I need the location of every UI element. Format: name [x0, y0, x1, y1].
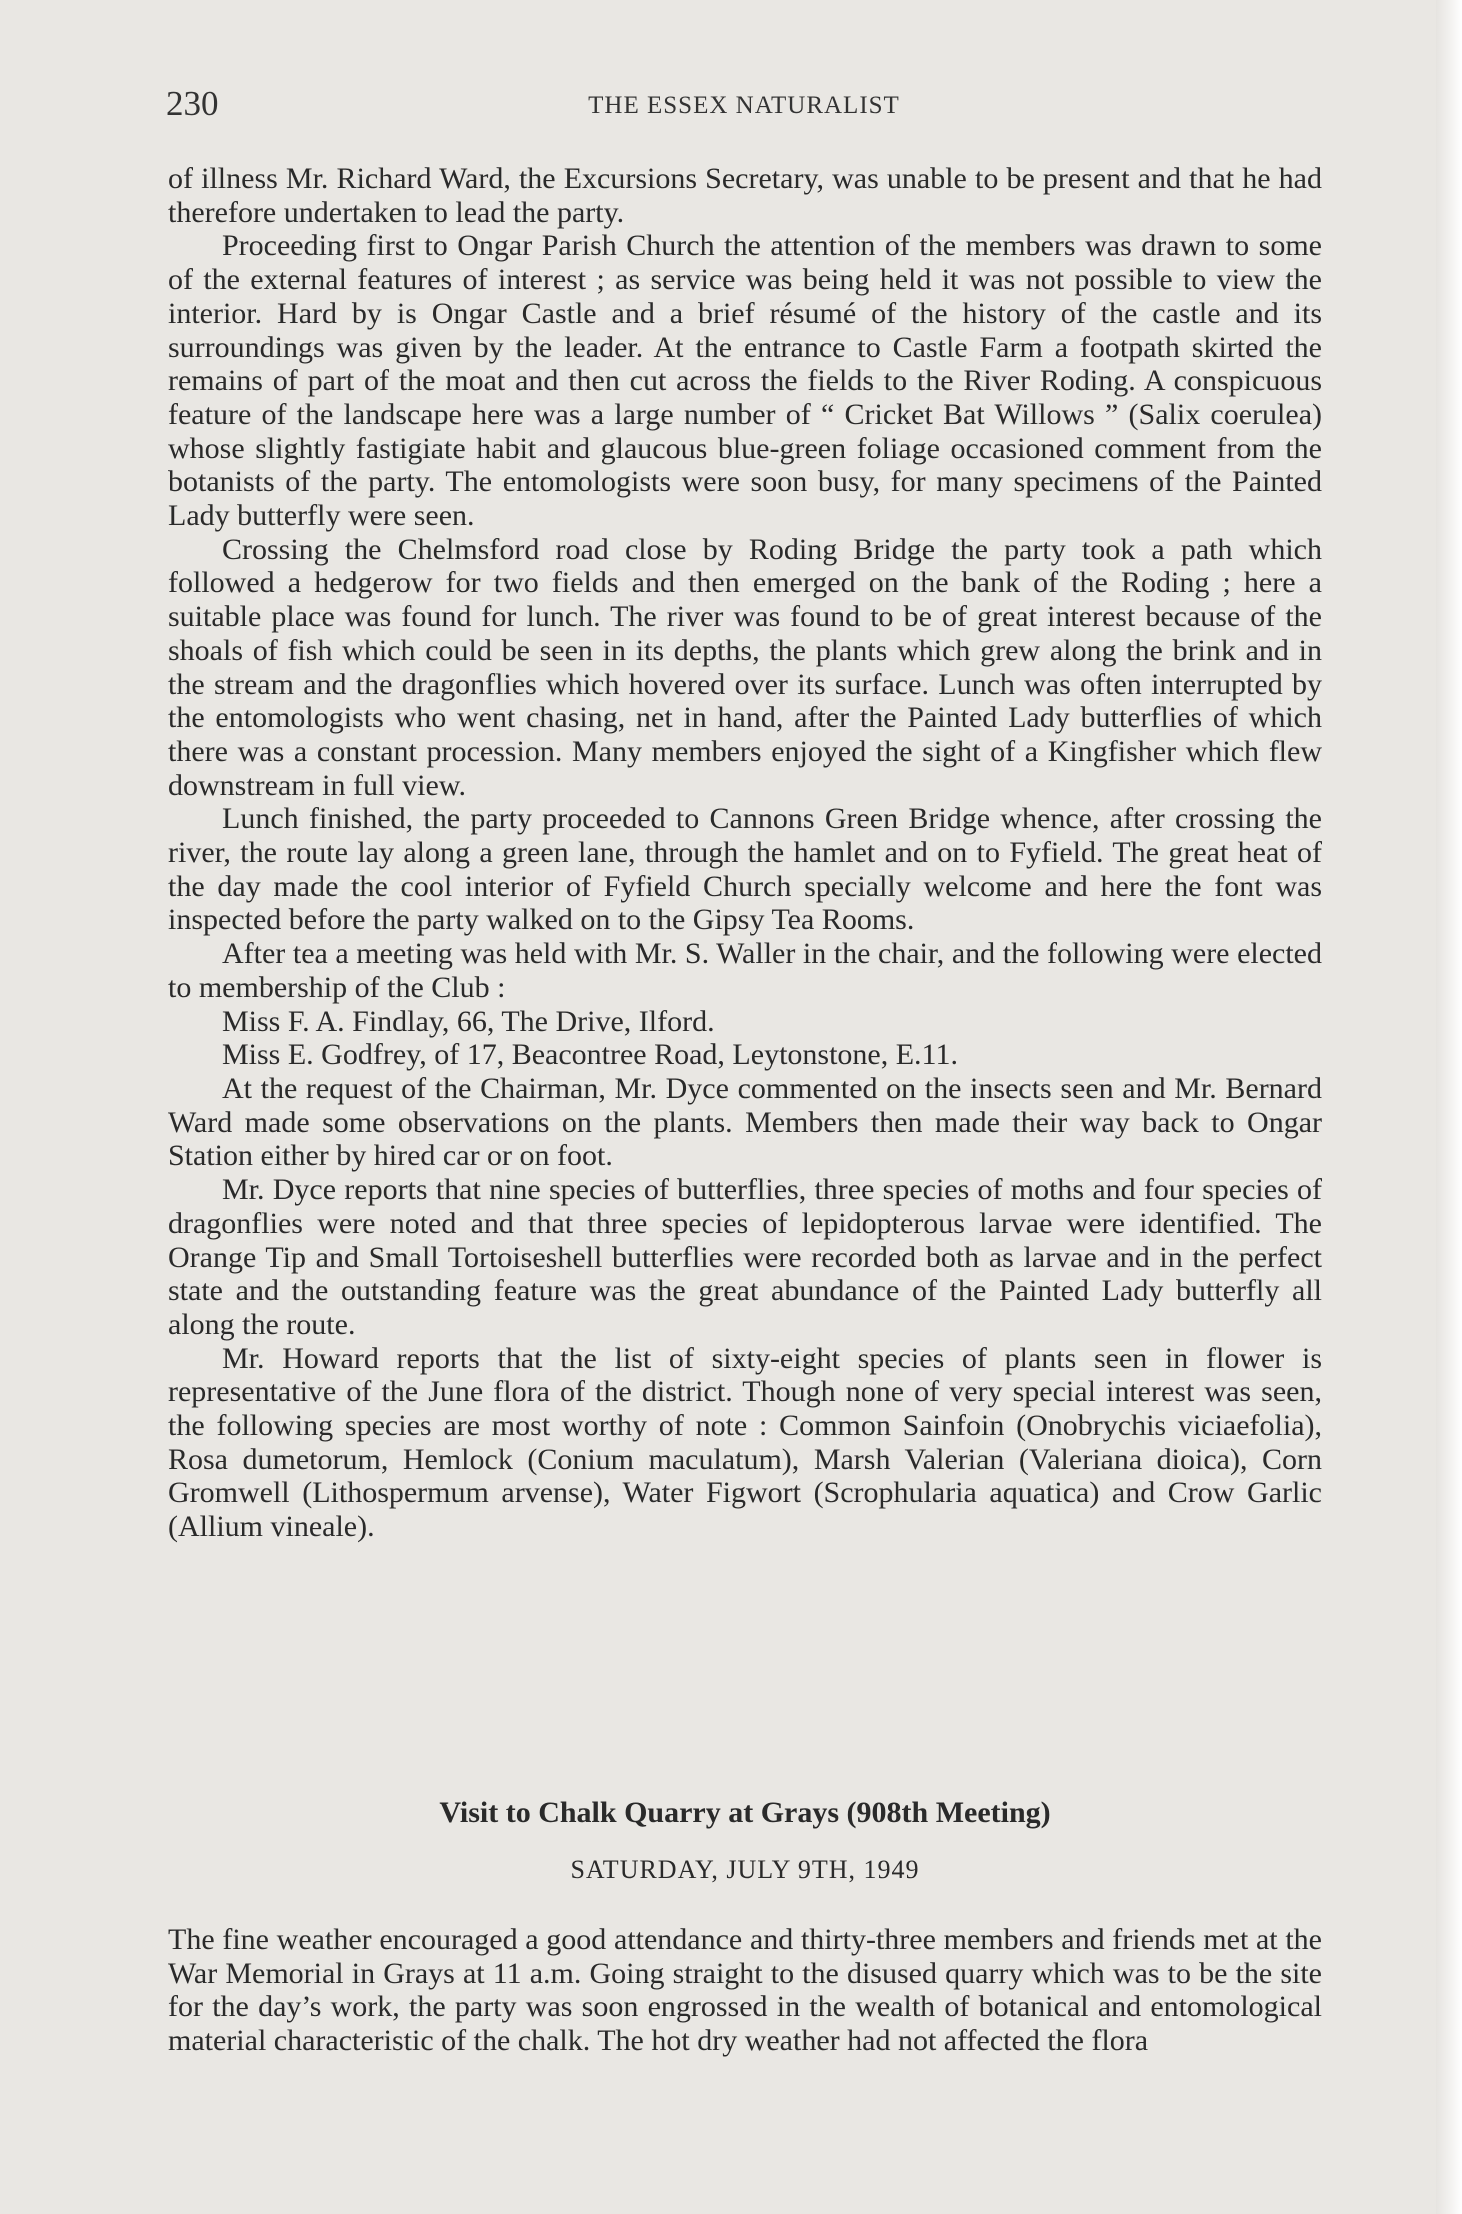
paragraph: After tea a meeting was held with Mr. S. Waller in the chair, and the following were elected to membership of the Club :: [168, 937, 1322, 1004]
paragraph: Proceeding first to Ongar Parish Church the attention of the members was drawn to some of the external features of interest ; as service was being held it was not possible to view the interior. Hard by is Ongar Castle and a brief résumé of the history of the castle and its surroundings was given by the leader. At the entrance to Castle Farm a footpath skirted the remains of part of the moat and then cut across the fields to the River Roding. A conspicuous feature of the landscape here was a large number of “ Cricket Bat Willows ” (Salix coerulea) whose slightly fastigiate habit and glaucous blue-green foliage occasioned comment from the botanists of the party. The entomologists were soon busy, for many specimens of the Painted Lady butterfly were seen.: [168, 229, 1322, 533]
running-head: THE ESSEX NATURALIST: [588, 92, 900, 119]
section-title: Visit to Chalk Quarry at Grays (908th Meeting): [439, 1796, 1051, 1829]
paragraph: Mr. Dyce reports that nine species of butterflies, three species of moths and four species of dragonflies were noted and that three species of lepidopterous larvae were identified. The Orange Tip and Small Tortoiseshell butterflies were recorded both as larvae and in the perfect state and the outstanding feature was the great abundance of the Painted Lady butterfly all along the route.: [168, 1173, 1322, 1341]
section-text: [168, 1923, 1322, 2058]
member-entry: Miss F. A. Findlay, 66, The Drive, Ilford.: [222, 1004, 715, 1038]
page-edge: [1436, 0, 1462, 2214]
section-date: SATURDAY, JULY 9TH, 1949: [570, 1855, 920, 1884]
paragraph: Mr. Howard reports that the list of sixty-eight species of plants seen in flower is representative of the June flora of the district. Though none of very special interest was seen, the following species are most worthy of note : Common Sainfoin (Onobrychis viciaefolia), Rosa dumetorum, Hemlock (Conium maculatum), Marsh Valerian (Valeriana dioica), Corn Gromwell (Lithospermum arvense), Water Figwort (Scrophularia aquatica) and Crow Garlic (Allium vineale).: [168, 1341, 1322, 1544]
paragraph: At the request of the Chairman, Mr. Dyce commented on the insects seen and Mr. Bernard Ward made some observations on the plants. Members then made their way back to Ongar Station either by hired car or on foot.: [168, 1071, 1322, 1173]
body-text: [168, 162, 1322, 1544]
page-header: [166, 84, 1322, 134]
member-entry: Miss E. Godfrey, of 17, Beacontree Road, Leytonstone, E.11.: [222, 1038, 958, 1072]
page-number: 230: [166, 84, 219, 123]
paragraph: The fine weather encouraged a good attendance and thirty-three members and friends met at the War Memorial in Grays at 11 a.m. Going straight to the disused quarry which was to be the site for the day’s work, the party was soon engrossed in the wealth of botanical and entomological material characteristic of the chalk. The hot dry weather had not affected the flora: [168, 1923, 1322, 2058]
paragraph: Lunch finished, the party proceeded to Cannons Green Bridge whence, after crossing the river, the route lay along a green lane, through the hamlet and on to Fyfield. The great heat of the day made the cool interior of Fyfield Church specially welcome and here the font was inspected before the party walked on to the Gipsy Tea Rooms.: [168, 802, 1322, 937]
paragraph: of illness Mr. Richard Ward, the Excursions Secretary, was unable to be present and that he had therefore undertaken to lead the party.: [168, 162, 1322, 229]
paragraph: Crossing the Chelmsford road close by Roding Bridge the party took a path which followed a hedgerow for two fields and then emerged on the bank of the Roding ; here a suitable place was found for lunch. The river was found to be of great interest because of the shoals of fish which could be seen in its depths, the plants which grew along the brink and in the stream and the dragonflies which hovered over its surface. Lunch was often interrupted by the entomologists who went chasing, net in hand, after the Painted Lady butterflies of which there was a constant procession. Many members enjoyed the sight of a Kingfisher which flew downstream in full view.: [168, 532, 1322, 802]
